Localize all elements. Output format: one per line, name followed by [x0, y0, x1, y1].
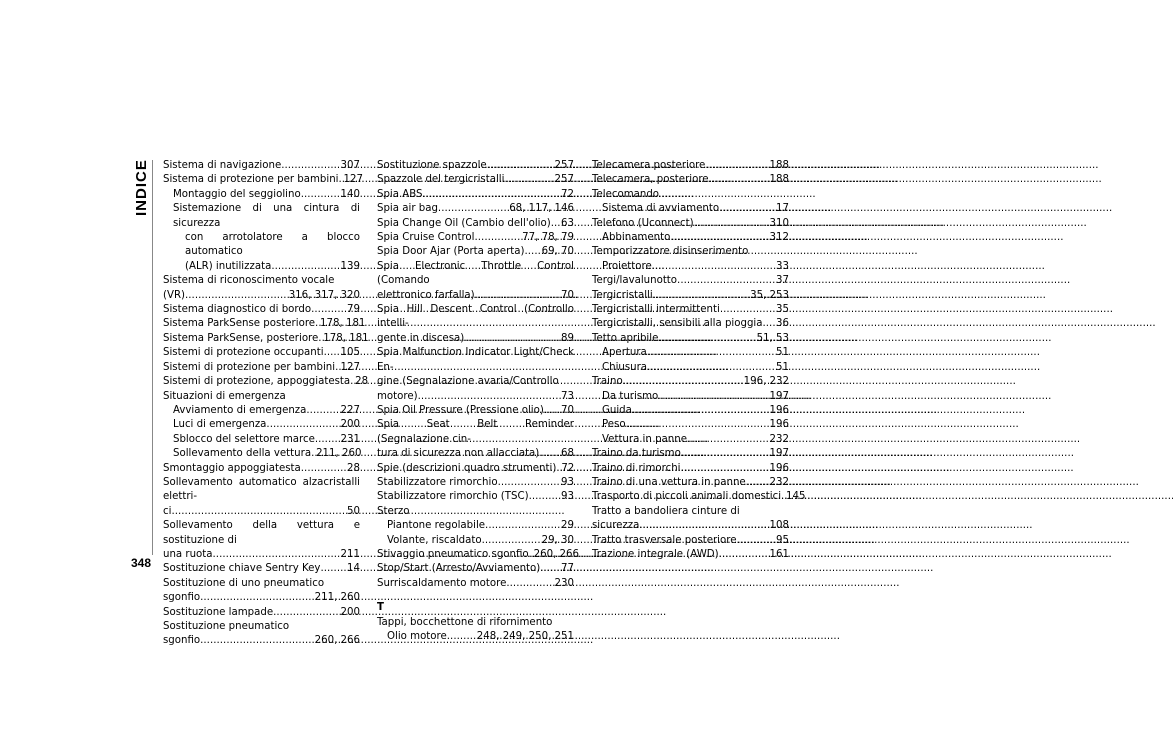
- index-term: Tergicristalli, sensibili alla pioggia: [592, 318, 763, 330]
- index-term: Sistema ParkSense, posteriore: [163, 332, 319, 344]
- index-column-2: [377, 159, 579, 644]
- index-term: Sollevamento della vettura: [173, 448, 312, 460]
- dot-leader: [677, 274, 775, 288]
- dot-leader: [487, 159, 554, 173]
- index-term: Stabilizzatore rimorchio: [377, 476, 498, 488]
- page-reference: 37: [776, 275, 789, 287]
- dot-leader: [271, 260, 339, 274]
- index-term: Apertura: [602, 347, 647, 359]
- index-entry: [592, 217, 789, 231]
- index-entry: [592, 548, 789, 562]
- page-reference: 310: [769, 217, 789, 229]
- index-entry: [163, 562, 360, 576]
- index-entry: [163, 303, 360, 317]
- index-entry: [592, 476, 789, 490]
- dot-leader: [506, 577, 553, 591]
- index-entry-text: Tratto a bandoliera cinture di: [592, 505, 740, 517]
- page-reference: 227: [340, 404, 360, 416]
- index-column-3: [592, 159, 806, 562]
- index-entry: [377, 404, 574, 418]
- index-term: Sistema di protezione per bambini: [163, 174, 339, 186]
- index-term: Stabilizzatore rimorchio (TSC): [377, 491, 529, 503]
- page-reference: 188: [769, 174, 789, 186]
- index-entry: [163, 404, 360, 418]
- page-reference: 260, 266: [533, 548, 579, 560]
- dot-leader: [687, 433, 769, 447]
- index-term: sgonfio: [163, 592, 201, 604]
- index-entry-text: Sollevamento della vettura e sostituzione di: [163, 520, 360, 546]
- dot-leader: [266, 418, 339, 432]
- dot-leader: [485, 519, 560, 533]
- index-term: Traino di una vettura in panne: [592, 476, 746, 488]
- index-term: Guida: [602, 404, 632, 416]
- index-entry: [377, 332, 574, 346]
- index-entry: [163, 346, 360, 360]
- page-reference: 211: [340, 548, 360, 560]
- page-reference: 29, 30: [541, 534, 574, 546]
- index-entry: [377, 519, 574, 533]
- page-reference: 63: [561, 217, 574, 229]
- page-reference: 211, 260: [316, 448, 362, 460]
- dot-leader: [647, 346, 775, 360]
- index-entry: [163, 289, 360, 303]
- dot-leader: [504, 173, 553, 187]
- index-term: Spia ABS: [377, 188, 423, 200]
- page-reference: 93: [561, 491, 574, 503]
- index-entry: [592, 404, 789, 418]
- index-entry: [377, 476, 574, 490]
- dot-leader: [438, 202, 508, 216]
- index-term: Spia Change Oil (Cambio dell'olio): [377, 217, 551, 229]
- index-term: tura di sicurezza non allacciata): [377, 448, 540, 460]
- index-entry: [163, 332, 369, 346]
- page-reference: 28: [347, 462, 360, 474]
- index-entry: [592, 159, 789, 173]
- index-entry-text: Sollevamento automatico alzacristalli elettri-: [163, 476, 360, 503]
- dot-leader: [705, 159, 768, 173]
- index-term: sgonfio: [163, 635, 201, 647]
- index-term: Telefono (Uconnect): [592, 217, 694, 229]
- index-entry-text: Spia Malfunction Indicator Light/Check En-: [377, 347, 574, 373]
- page-reference: 178, 181: [320, 318, 366, 330]
- index-entry-text: Sterzo: [377, 505, 410, 517]
- dot-leader: [301, 462, 346, 476]
- index-term: Sistema di navigazione: [163, 160, 282, 171]
- dot-leader: [719, 202, 775, 216]
- index-entry: [592, 202, 789, 216]
- index-term: Spia Door Ajar (Porta aperta): [377, 246, 525, 258]
- index-entry: [592, 289, 789, 303]
- dot-leader: [200, 591, 314, 605]
- page-reference: 108: [769, 520, 789, 532]
- index-entry-text: Sistemazione di una cintura di sicurezza: [173, 203, 360, 229]
- dot-leader: [544, 404, 560, 418]
- page-reference: 70: [561, 289, 574, 301]
- dot-leader: [315, 433, 340, 447]
- page-reference: 68, 117, 146: [509, 203, 574, 215]
- index-entry-text: Spia Electronic Throttle Control (Comando: [377, 260, 574, 287]
- dot-leader: [709, 173, 769, 187]
- dot-leader: [736, 534, 775, 548]
- page-reference: 69, 70: [541, 246, 574, 258]
- index-entry: [163, 634, 360, 648]
- page-reference: 196: [769, 462, 789, 474]
- page-reference: 95: [776, 534, 789, 546]
- index-term: Piantone regolabile: [387, 520, 486, 532]
- page-reference: 139: [340, 260, 360, 272]
- dot-leader: [475, 289, 560, 303]
- dot-leader: [551, 217, 560, 231]
- page-reference: 89: [561, 332, 574, 344]
- index-term: Traino di rimorchi: [592, 462, 681, 474]
- page-reference: 260, 266: [314, 635, 360, 647]
- index-entry: [592, 390, 789, 404]
- index-entry-text: Sostituzione pneumatico: [163, 621, 290, 632]
- dot-leader: [301, 188, 340, 202]
- index-entry: [163, 606, 360, 620]
- dot-leader: [320, 562, 346, 576]
- page-reference: 145: [786, 491, 806, 503]
- page-number: 348: [131, 556, 152, 570]
- page-reference: 77: [561, 563, 574, 575]
- index-term: Spie (descrizioni quadro strumenti): [377, 462, 557, 474]
- index-term: (VR): [163, 289, 185, 301]
- dot-leader: [524, 245, 540, 259]
- index-term: Sostituzione chiave Sentry Key: [163, 563, 321, 575]
- dot-leader: [498, 476, 560, 490]
- index-entry: [377, 490, 574, 504]
- dot-leader: [652, 260, 775, 274]
- index-entry: [377, 217, 574, 231]
- page-reference: 79: [347, 304, 360, 316]
- index-entry-text: Sistema di riconoscimento vocale: [163, 275, 335, 287]
- index-entry: [163, 317, 366, 331]
- index-entry: [377, 202, 574, 216]
- dot-leader: [474, 231, 521, 245]
- index-term: Olio motore: [387, 631, 447, 642]
- page-reference: 51: [776, 361, 789, 373]
- page-reference: 211, 260: [314, 592, 360, 604]
- index-term: Sblocco del selettore marce: [173, 433, 315, 445]
- index-entry-text: Telecomando: [592, 188, 660, 200]
- page-reference: 178, 181: [323, 332, 369, 344]
- index-entry: [377, 534, 574, 548]
- index-entry: [163, 159, 360, 173]
- index-entry: [377, 630, 574, 644]
- index-term: una ruota: [163, 548, 213, 560]
- index-term: Stop/Start (Arresto/Avviamento): [377, 563, 541, 575]
- index-term: gente in discesa): [377, 332, 465, 344]
- index-term: sicurezza: [592, 520, 640, 532]
- index-term: Sostituzione lampade: [163, 606, 274, 618]
- section-tab: INDICE: [133, 159, 150, 216]
- index-term: Sostituzione spazzole: [377, 160, 487, 171]
- index-term: Surriscaldamento motore: [377, 577, 507, 589]
- index-term: Stivaggio pneumatico sgonfio: [377, 548, 529, 560]
- index-term: Tetto apribile: [592, 332, 659, 344]
- page-reference: 72: [561, 188, 574, 200]
- dot-leader: [200, 634, 314, 648]
- index-term: Vettura in panne: [602, 433, 687, 445]
- dot-leader: [653, 289, 749, 303]
- index-entry: [592, 519, 789, 533]
- margin-rule: [152, 160, 153, 555]
- page-reference: 93: [561, 476, 574, 488]
- index-term: Proiettore: [602, 260, 652, 272]
- index-term: Traino: [592, 376, 623, 388]
- page-reference: 316, 317, 320: [288, 289, 360, 301]
- index-term: motore): [377, 390, 418, 402]
- index-entry-text: Spia Seat Belt Reminder (Segnalazione cin-: [377, 419, 574, 445]
- index-entry: [377, 447, 574, 461]
- page-reference: 51: [776, 347, 789, 359]
- dot-leader: [423, 188, 561, 202]
- index-term: Sistemi di protezione occupanti: [163, 347, 324, 359]
- index-term: Telecamera posteriore: [592, 160, 706, 171]
- index-term: Tergicristalli intermittenti: [592, 304, 720, 316]
- index-term: Spia Oil Pressure (Pressione olio): [377, 404, 544, 416]
- index-entry: [377, 173, 574, 187]
- dot-leader: [281, 159, 339, 173]
- index-entry: [377, 245, 574, 259]
- page-reference: 36: [776, 318, 789, 330]
- index-term: Trazione integrale (AWD): [592, 548, 719, 560]
- index-entry: [377, 231, 574, 245]
- index-entry: [377, 159, 574, 173]
- page-reference: 14: [347, 563, 360, 575]
- dot-leader: [539, 447, 560, 461]
- index-entry-text: Temporizzatore disinserimento: [592, 246, 749, 258]
- page-reference: 200: [340, 419, 360, 431]
- dot-leader: [658, 390, 768, 404]
- page-reference: 188: [769, 160, 789, 171]
- dot-leader: [639, 519, 768, 533]
- index-column-1: [163, 159, 369, 649]
- index-term: elettronico farfalla): [377, 289, 475, 301]
- dot-leader: [647, 361, 775, 375]
- index-entry: [163, 505, 360, 519]
- index-entry: [377, 289, 574, 303]
- index-entry-text: Situazioni di emergenza: [163, 390, 286, 402]
- page-reference: 35: [776, 304, 789, 316]
- index-entry: [377, 462, 574, 476]
- dot-leader: [418, 390, 560, 404]
- index-term: (ALR) inutilizzata: [185, 260, 272, 272]
- page-reference: 127: [343, 174, 363, 186]
- dot-leader: [213, 548, 340, 562]
- page-reference: 307: [340, 160, 360, 171]
- index-term: Trasporto di piccoli animali domestici: [592, 491, 782, 503]
- index-entry: [377, 390, 574, 404]
- index-term: Telecamera, posteriore: [592, 174, 709, 186]
- index-term: Traino da turismo: [592, 448, 681, 460]
- index-term: Spia air bag: [377, 203, 438, 215]
- index-term: Avviamento di emergenza: [173, 404, 307, 416]
- index-entry: [592, 346, 789, 360]
- index-entry: [163, 173, 363, 187]
- index-entry: [163, 260, 360, 274]
- index-term: Abbinamento: [602, 232, 671, 244]
- page-reference: 17: [776, 203, 789, 215]
- dot-leader: [670, 231, 768, 245]
- dot-leader: [540, 562, 560, 576]
- index-term: Sistema di avviamento: [602, 203, 720, 215]
- page-reference: 35, 253: [750, 289, 789, 301]
- index-term: Chiusura: [602, 361, 648, 373]
- index-entry-text: Spia Hill Descent Control (Controllo intelli-: [377, 304, 574, 330]
- dot-leader: [681, 447, 769, 461]
- dot-leader: [482, 534, 541, 548]
- index-entry: [163, 548, 360, 562]
- index-term: Tergicristalli: [592, 289, 653, 301]
- index-entry: [592, 462, 789, 476]
- dot-leader: [720, 303, 775, 317]
- page-reference: 28: [355, 376, 369, 388]
- dot-leader: [762, 317, 775, 331]
- index-term: Tergi/lavalunotto: [592, 275, 678, 287]
- page-reference: 51, 53: [756, 332, 789, 344]
- index-entry: [163, 447, 360, 461]
- index-entry: [592, 332, 789, 346]
- page-reference: 197: [769, 390, 789, 402]
- index-entry: [163, 418, 360, 432]
- page-reference: 257: [554, 174, 574, 186]
- dot-leader: [719, 548, 769, 562]
- page-reference: 127: [340, 361, 360, 373]
- index-entry: [163, 361, 360, 375]
- page-reference: 161: [769, 548, 789, 560]
- index-entry-text: Sostituzione di uno pneumatico: [163, 577, 325, 589]
- index-entry: [592, 433, 789, 447]
- page-reference: 257: [554, 160, 574, 171]
- page-reference: 68: [561, 448, 574, 460]
- index-term: Tratto trasversale posteriore: [592, 534, 737, 546]
- index-term: Da turismo: [602, 390, 659, 402]
- index-term: Sistemi di protezione, appoggiatesta: [163, 376, 351, 388]
- dot-leader: [694, 217, 769, 231]
- index-entry: [592, 490, 806, 504]
- index-entry: [592, 534, 789, 548]
- dot-leader: [464, 332, 560, 346]
- page-reference: 196: [769, 404, 789, 416]
- index-entry-text: gine (Segnalazione avaria/Controllo: [377, 376, 559, 388]
- index-term: Sistema ParkSense posteriore: [163, 318, 316, 330]
- page-reference: 29: [561, 520, 574, 532]
- page-reference: 33: [776, 260, 789, 272]
- dot-leader: [273, 606, 339, 620]
- index-entry: [377, 562, 574, 576]
- page-reference: 105: [340, 347, 360, 359]
- index-entry: [592, 303, 789, 317]
- page-reference: 196, 232: [743, 376, 789, 388]
- index-term: Montaggio del seggiolino: [173, 188, 301, 200]
- dot-leader: [306, 404, 339, 418]
- index-term: ci: [163, 505, 172, 517]
- page-reference: 77, 78, 79: [522, 232, 574, 244]
- index-term: Volante, riscaldato: [387, 534, 482, 546]
- dot-leader: [171, 505, 346, 519]
- page-reference: 70: [561, 404, 574, 416]
- dot-leader: [623, 375, 743, 389]
- page-reference: 72: [561, 462, 575, 474]
- index-letter-heading: T: [377, 602, 384, 614]
- index-entry: [592, 361, 789, 375]
- index-entry: [377, 577, 574, 591]
- dot-leader: [658, 332, 755, 346]
- index-entry-text: con arrotolatore a blocco automatico: [185, 232, 360, 258]
- dot-leader: [324, 346, 340, 360]
- index-term: Smontaggio appoggiatesta: [163, 462, 301, 474]
- index-term: Sistema diagnostico di bordo: [163, 304, 312, 316]
- dot-leader: [626, 418, 769, 432]
- page-reference: 230: [554, 577, 574, 589]
- page-reference: 50: [347, 505, 360, 517]
- index-entry: [592, 260, 789, 274]
- page-reference: 197: [769, 448, 789, 460]
- index-entry: [592, 375, 789, 389]
- index-term: Luci di emergenza: [173, 419, 267, 431]
- index-entry: [592, 447, 789, 461]
- page-reference: 196: [769, 419, 789, 431]
- index-entry: [377, 548, 579, 562]
- dot-leader: [447, 630, 476, 644]
- dot-leader: [746, 476, 769, 490]
- index-entry: [592, 418, 789, 432]
- dot-leader: [311, 303, 346, 317]
- index-entry-text: Tappi, bocchettone di rifornimento: [377, 616, 553, 628]
- page-reference: 232: [769, 476, 789, 488]
- index-entry: [592, 317, 789, 331]
- index-entry: [592, 231, 789, 245]
- index-term: Spia Cruise Control: [377, 232, 475, 244]
- page-reference: 232: [769, 433, 789, 445]
- page-reference: 248, 249, 250, 251: [476, 631, 574, 642]
- index-entry: [592, 274, 789, 288]
- page-reference: 140: [340, 188, 360, 200]
- index-entry: [163, 591, 360, 605]
- index-entry: [163, 433, 360, 447]
- index-term: Spazzole del tergicristalli: [377, 174, 505, 186]
- page-reference: 73: [561, 390, 574, 402]
- index-entry: [377, 188, 574, 202]
- dot-leader: [680, 462, 768, 476]
- page-reference: 231: [340, 433, 360, 445]
- dot-leader: [185, 289, 288, 303]
- index-entry: [592, 173, 789, 187]
- index-term: Peso: [602, 419, 626, 431]
- index-term: Sistemi di protezione per bambini: [163, 361, 336, 373]
- index-entry: [163, 188, 360, 202]
- dot-leader: [632, 404, 769, 418]
- page-reference: 200: [340, 606, 360, 618]
- dot-leader: [529, 490, 560, 504]
- page-reference: 312: [769, 232, 789, 244]
- index-entry: [163, 462, 360, 476]
- index-entry: [163, 375, 369, 389]
